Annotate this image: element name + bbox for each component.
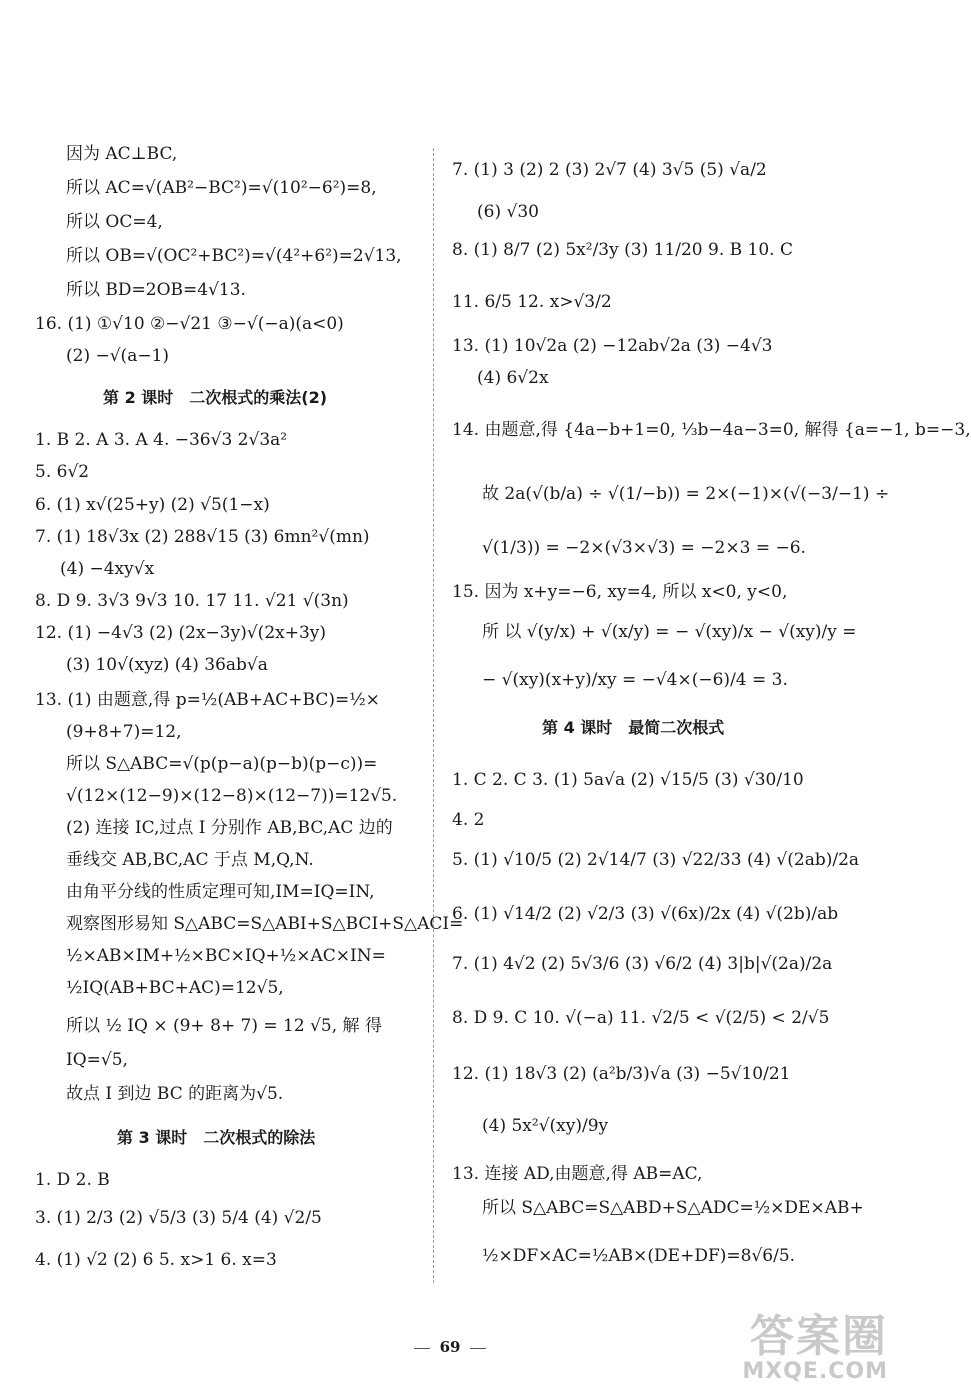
watermark-url: MXQE.COM [742, 1359, 888, 1384]
answer-line: 6. (1) x√(25+y) (2) √5(1−x) [35, 495, 270, 515]
answer-line: 4. (1) √2 (2) 6 5. x>1 6. x=3 [35, 1250, 277, 1270]
answer-line: 4. 2 [452, 810, 485, 830]
answer-line: 3. (1) 2/3 (2) √5/3 (3) 5/4 (4) √2/5 [35, 1208, 322, 1228]
answer-line: 7. (1) 18√3x (2) 288√15 (3) 6mn²√(mn) [35, 527, 370, 547]
text-line: 所以 BD=2OB=4√13. [66, 280, 246, 300]
answer-13-b: 13. 连接 AD,由题意,得 AB=AC, [452, 1164, 703, 1184]
text-line: √(12×(12−9)×(12−8)×(12−7))=12√5. [66, 786, 398, 806]
text-line: 所 以 √(y/x) + √(x/y) = − √(xy)/x − √(xy)/y = [482, 622, 857, 642]
text-line: − √(xy)(x+y)/xy = −√4×(−6)/4 = 3. [482, 670, 788, 690]
text-line: 观察图形易知 S△ABC=S△ABI+S△BCI+S△ACI= [66, 914, 464, 934]
text-line: 所以 S△ABC=√(p(p−a)(p−b)(p−c))= [66, 754, 378, 774]
text-line: ½×AB×IM+½×BC×IQ+½×AC×IN= [66, 946, 386, 966]
answer-line: (6) √30 [477, 202, 539, 222]
answer-line: 5. 6√2 [35, 462, 90, 482]
text-line: 所以 AC=√(AB²−BC²)=√(10²−6²)=8, [66, 178, 377, 198]
answer-line: 12. (1) 18√3 (2) (a²b/3)√a (3) −5√10/21 [452, 1064, 791, 1084]
answer-line: 8. D 9. 3√3 9√3 10. 17 11. √21 √(3n) [35, 591, 349, 611]
column-divider [433, 148, 434, 1283]
section-heading-lesson-3: 第 3 课时 二次根式的除法 [117, 1128, 316, 1147]
text-line: 垂线交 AB,BC,AC 于点 M,Q,N. [66, 850, 314, 870]
text-line: 故 2a(√(b/a) ÷ √(1/−b)) = 2×(−1)×(√(−3/−1) ÷ [482, 484, 890, 504]
answer-14: 14. 由题意,得 {4a−b+1=0, ⅓b−4a−3=0, 解得 {a=−1, b=−3, [452, 420, 971, 440]
answer-line: 1. B 2. A 3. A 4. −36√3 2√3a² [35, 430, 288, 450]
text-line: IQ=√5, [66, 1050, 128, 1070]
text-line: 故点 I 到边 BC 的距离为√5. [66, 1084, 284, 1104]
text-line: 所以 OB=√(OC²+BC²)=√(4²+6²)=2√13, [66, 246, 402, 266]
answer-line: (3) 10√(xyz) (4) 36ab√a [66, 655, 268, 675]
answer-13: 13. (1) 10√2a (2) −12ab√2a (3) −4√3 [452, 336, 773, 356]
answer-line: 1. C 2. C 3. (1) 5a√a (2) √15/5 (3) √30/10 [452, 770, 804, 790]
answer-16: 16. (1) ①√10 ②−√21 ③−√(−a)(a<0) [35, 314, 344, 334]
answer-line: 12. (1) −4√3 (2) (2x−3y)√(2x+3y) [35, 623, 327, 643]
answer-line: (4) 5x²√(xy)/9y [482, 1116, 609, 1136]
footer-dash [470, 1348, 486, 1349]
answer-line: (4) 6√2x [477, 368, 549, 388]
text-line: 所以 S△ABC=S△ABD+S△ADC=½×DE×AB+ [482, 1198, 864, 1218]
answer-line: 6. (1) √14/2 (2) √2/3 (3) √(6x)/2x (4) √(2b)/ab [452, 904, 839, 924]
answer-line: 7. (1) 4√2 (2) 5√3/6 (3) √6/2 (4) 3|b|√(2a)/2a [452, 954, 833, 974]
text-line: 所以 ½ IQ × (9+ 8+ 7) = 12 √5, 解 得 [66, 1016, 382, 1036]
text-line: 所以 OC=4, [66, 212, 163, 232]
section-heading-lesson-4: 第 4 课时 最简二次根式 [542, 718, 725, 737]
answer-line: 5. (1) √10/5 (2) 2√14/7 (3) √22/33 (4) √(2ab)/2a [452, 850, 860, 870]
text-line: (2) −√(a−1) [66, 346, 170, 366]
answer-line: 1. D 2. B [35, 1170, 110, 1190]
answer-13: 13. (1) 由题意,得 p=½(AB+AC+BC)=½× [35, 690, 380, 710]
answer-line: (4) −4xy√x [60, 559, 155, 579]
section-heading-lesson-2: 第 2 课时 二次根式的乘法(2) [103, 388, 328, 407]
text-line: ½IQ(AB+BC+AC)=12√5, [66, 978, 284, 998]
text-line: (2) 连接 IC,过点 I 分别作 AB,BC,AC 边的 [66, 818, 393, 838]
footer-dash [414, 1348, 430, 1349]
answer-8: 8. (1) 8/7 (2) 5x²/3y (3) 11/20 9. B 10. C [452, 240, 793, 260]
text-line: 由角平分线的性质定理可知,IM=IQ=IN, [66, 882, 375, 902]
text-line: √(1/3)) = −2×(√3×√3) = −2×3 = −6. [482, 538, 806, 558]
text-line: (9+8+7)=12, [66, 722, 182, 742]
text-line: ½×DF×AC=½AB×(DE+DF)=8√6/5. [482, 1246, 796, 1266]
watermark-logo [708, 1311, 888, 1384]
answer-line: 8. D 9. C 10. √(−a) 11. √2/5 < √(2/5) < 2/√5 [452, 1008, 830, 1028]
page-number: 69 [439, 1338, 461, 1356]
answer-15: 15. 因为 x+y=−6, xy=4, 所以 x<0, y<0, [452, 582, 788, 602]
answer-7: 7. (1) 3 (2) 2 (3) 2√7 (4) 3√5 (5) √a/2 [452, 160, 767, 180]
watermark-text: 答案圈 [750, 1311, 888, 1362]
text-line: 因为 AC⊥BC, [66, 144, 178, 164]
answer-11: 11. 6/5 12. x>√3/2 [452, 292, 612, 312]
